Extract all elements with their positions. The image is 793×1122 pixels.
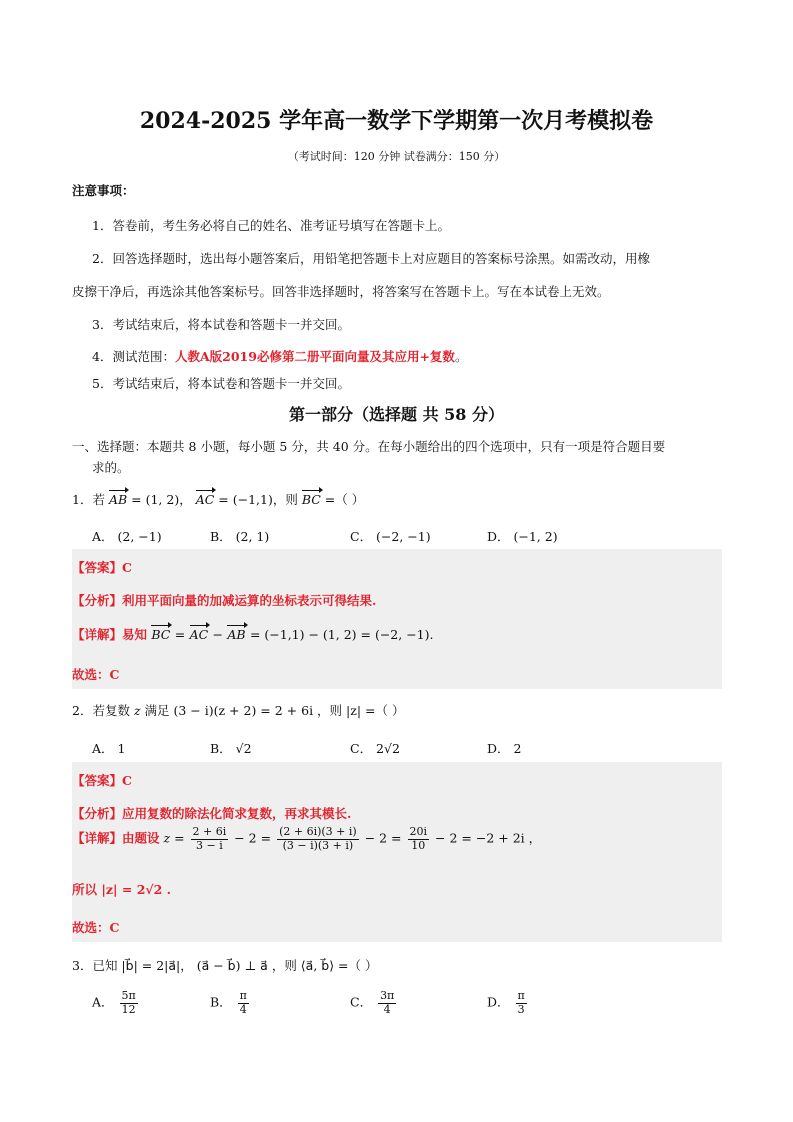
q2-stem <box>72 701 404 719</box>
fraction-denominator: 3 − i <box>196 838 223 852</box>
q1-choose: 故选：C <box>72 667 120 682</box>
q2-so: 所以 |z| = 2√2 . <box>72 882 172 897</box>
fraction-numerator: 3π <box>380 989 395 1002</box>
option-label: C． <box>350 994 373 1010</box>
q1-detail-minus: − <box>212 627 223 642</box>
q2-stem-b: 满足 (3 − i)(z + 2) = 2 + 6i ，则 |z| =（ ） <box>144 703 405 718</box>
fraction-denominator: 10 <box>411 838 426 852</box>
section-title: 第一部分（选择题 共 58 分） <box>289 405 504 424</box>
notice-item-4 <box>92 347 467 365</box>
notice-item-4-suffix: 。 <box>454 349 468 364</box>
page-title: 2024-2025 学年高一数学下学期第一次月考模拟卷 <box>139 108 654 134</box>
q1-option-b: B． (2, 1) <box>210 529 270 544</box>
q2-minus-2b: − 2 = <box>364 830 402 846</box>
q2-option-c: C． 2√2 <box>350 741 400 756</box>
q1-answer: 【答案】C <box>72 560 132 575</box>
vector-ac: AC <box>195 492 215 507</box>
fraction-denominator: 3 <box>517 1002 525 1016</box>
fraction-numerator: π <box>239 989 247 1002</box>
test-scope: 人教A版2019必修第二册平面向量及其应用+复数 <box>174 349 455 364</box>
vector-bc: BC <box>151 627 171 642</box>
q2-detail-prefix: 【详解】由题设 <box>72 830 160 846</box>
vector-ac: AC <box>189 627 209 642</box>
option-label: A． <box>92 994 114 1010</box>
q1-number: 1．若 <box>72 492 105 507</box>
notice-item-2a: 2．回答选择题时，选出每小题答案后，用铅笔把答题卡上对应题目的答案标号涂黑。如需改动，用橡 <box>92 251 650 266</box>
q2-answer: 【答案】C <box>72 773 132 788</box>
q1-detail <box>72 625 433 643</box>
fraction-denominator: (3 − i)(3 + i) <box>282 838 354 852</box>
q2-fraction-2 <box>277 826 359 852</box>
notice-heading: 注意事项： <box>72 183 135 198</box>
q2-option-b: B． √2 <box>210 741 252 756</box>
vector-ab: AB <box>227 627 246 642</box>
q1-solution-box <box>72 549 722 689</box>
q1-detail-eq: = <box>174 627 186 642</box>
fraction-numerator: 5π <box>121 989 136 1002</box>
q2-minus-2: − 2 = <box>234 830 272 846</box>
q2-fraction-1 <box>191 826 229 852</box>
vector-ab: AB <box>108 492 128 507</box>
q2-analysis: 【分析】应用复数的除法化简求复数，再求其模长. <box>72 806 352 821</box>
q3-option-d <box>487 990 529 1016</box>
q2-detail: 【详解】由题设 z = $\frac{2 + 6i}{3 - i}$ − 2 = $\frac{(2 + 6i)(3 + i)}{(3 - i)(3 + i)}$ − 2 = $\frac{20i}{10}$ − 2 = −2 + 2i ， <box>72 825 542 852</box>
notice-item-2b: 皮擦干净后，再选涂其他答案标号。回答非选择题时，将答案写在答题卡上。写在本试卷上无效。 <box>72 284 610 299</box>
q3-option-b-fraction <box>238 990 249 1016</box>
q2-option-a: A． 1 <box>92 741 126 756</box>
q2-option-d: D． 2 <box>487 741 522 756</box>
notice-item-4-prefix: 4．测试范围： <box>92 349 175 364</box>
q1-tail: =（ ） <box>324 492 365 507</box>
fraction-numerator: 20i <box>409 825 428 838</box>
q1-option-c: C． (−2, −1) <box>350 529 431 544</box>
fraction-denominator: 4 <box>383 1002 391 1016</box>
q2-var-z: z <box>133 703 141 718</box>
q1-option-a: A． (2, −1) <box>92 529 162 544</box>
notice-item-1: 1．答卷前，考生务必将自己的姓名、准考证号填写在答题卡上。 <box>92 218 450 233</box>
q2-stem-a: 2．若复数 <box>72 703 130 718</box>
option-label: D． <box>487 994 510 1010</box>
vector-bc: BC <box>301 492 321 507</box>
q1-option-d: D． (−1, 2) <box>487 529 558 544</box>
section-intro-b: 求的。 <box>92 460 130 475</box>
fraction-numerator: (2 + 6i)(3 + i) <box>279 825 357 838</box>
q1-ac-value: = (−1,1)，则 <box>218 492 298 507</box>
q1-analysis: 【分析】利用平面向量的加减运算的坐标表示可得结果. <box>72 593 377 608</box>
q2-fraction-3 <box>408 826 430 852</box>
q3-option-a-fraction <box>120 990 138 1016</box>
q3-option-b <box>210 990 251 1016</box>
q3-option-d-fraction <box>516 990 527 1016</box>
q2-detail-end: − 2 = −2 + 2i ， <box>435 830 542 846</box>
option-label: B． <box>210 994 232 1010</box>
q1-ab-value: = (1, 2)， <box>131 492 192 507</box>
fraction-denominator: 12 <box>121 1002 136 1016</box>
fraction-numerator: π <box>517 989 525 1002</box>
q2-solution-box <box>72 762 722 942</box>
q1-detail-prefix: 【详解】易知 <box>72 627 148 642</box>
q1-stem <box>72 490 364 508</box>
fraction-denominator: 4 <box>239 1002 247 1016</box>
section-intro-a: 一、选择题：本题共 8 小题，每小题 5 分，共 40 分。在每小题给出的四个选项中，只有一项是符合题目要 <box>72 439 666 454</box>
fraction-numerator: 2 + 6i <box>192 825 227 838</box>
notice-item-3: 3．考试结束后，将本试卷和答题卡一并交回。 <box>92 317 350 332</box>
notice-item-5: 5．考试结束后，将本试卷和答题卡一并交回。 <box>92 376 350 391</box>
q3-option-c <box>350 990 398 1016</box>
q3-stem: 3．已知 |b⃗| = 2|a⃗|， (a⃗ − b⃗) ⊥ a⃗ ，则 ⟨a⃗, b⃗⟩ =（ ） <box>72 958 378 973</box>
q2-choose: 故选：C <box>72 920 120 935</box>
page-subtitle: （考试时间：120 分钟 试卷满分：150 分） <box>287 150 506 163</box>
q3-option-a <box>92 990 140 1016</box>
q3-option-c-fraction <box>378 990 396 1016</box>
q1-detail-rest: = (−1,1) − (1, 2) = (−2, −1). <box>249 627 434 642</box>
